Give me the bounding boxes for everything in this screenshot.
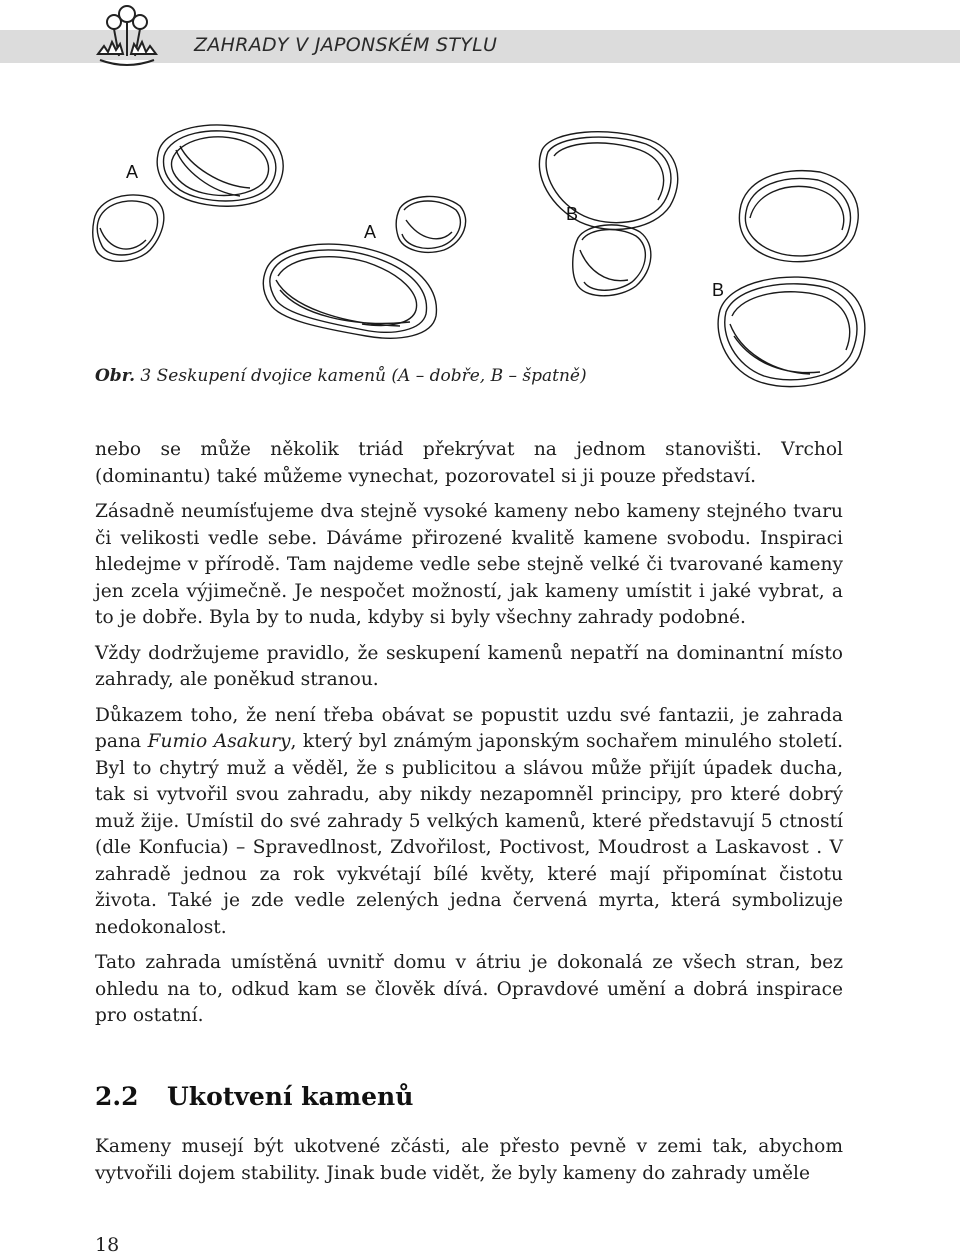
stone-a-mid-small	[396, 196, 465, 252]
page-number: 18	[95, 1234, 120, 1256]
paragraph-5: Tato zahrada umístěná uvnitř domu v átriu je dokonalá ze všech stran, bez ohledu na to, odkud kam se člověk dívá. Opravdové umění a dobrá inspirace pro ostatní.	[95, 952, 843, 1026]
stone-b-large-top	[539, 132, 677, 230]
section-paragraph-1: Kameny musejí být ukotvené zčásti, ale přesto pevně v zemi tak, abychom vytvořili dojem stability. Jinak bude vidět, že byly kameny do zahrady uměle	[95, 1136, 843, 1184]
person-name: Fumio Asakury	[147, 731, 291, 752]
paragraph-4-start: Důkazem toho, že není třeba obávat se popustit uzdu své fantazii, je zahrada pana	[95, 704, 843, 752]
stone-a-mid-large	[263, 244, 436, 338]
body-text	[95, 437, 843, 1039]
stone-a-small	[93, 195, 164, 261]
paragraph-1: nebo se může několik triád překrývat na jednom stanovišti. Vrchol (dominantu) také můžeme vynechat, pozorovatel si ji pouze představí.	[95, 439, 843, 487]
figure-label-a1: A	[126, 162, 139, 182]
section-heading	[95, 1082, 413, 1111]
section-body	[95, 1134, 843, 1196]
running-header-title: ZAHRADY V JAPONSKÉM STYLU	[194, 34, 498, 56]
caption-prefix: Obr.	[95, 366, 136, 386]
paragraph-3: Vždy dodržujeme pravidlo, že seskupení kamenů nepatří na dominantní místo zahrady, ale poněkud stranou.	[95, 642, 843, 690]
stone-b-large-right	[718, 277, 865, 387]
caption-text: 3 Seskupení dvojice kamenů (A – dobře, B – špatně)	[135, 366, 587, 386]
section-number: 2.2	[95, 1082, 139, 1111]
paragraph-2: Zásadně neumísťujeme dva stejně vysoké kameny nebo kameny stejného tvaru či velikosti vedle sebe. Dáváme přirozené kvalitě kamene svobodu. Inspiraci hledejme v přírodě. Tam najdeme vedle sebe stejně velké či tvarované kameny jen zcela výjimečně. Je nespočet možností, jak kameny umístit i jaké vybrat, a to je dobře. Byla by to nuda, kdyby si byly všechny zahrady podobné.	[95, 501, 843, 628]
stone-b-mid-right	[739, 171, 858, 262]
stones-illustration	[80, 110, 880, 400]
figure-caption	[95, 366, 587, 386]
stone-b-small	[573, 225, 651, 296]
figure-label-a2: A	[364, 222, 377, 242]
paragraph-4	[95, 703, 843, 942]
figure-label-b2: B	[712, 280, 725, 300]
section-title: Ukotvení kamenů	[167, 1082, 414, 1111]
tree-logo-icon	[94, 4, 160, 72]
paragraph-4-rest: , který byl známým japonským sochařem minulého století. Byl to chytrý muž a věděl, že s publicitou a slávou může přijít úpadek ducha, tak si vytvořil svou zahradu, aby nikdy nezapomněl principy, pro které dobrý muž žije. Umístil do své zahrady 5 velkých kamenů, které představují 5 ctností (dle Konfucia) – Spravedlnost, Zdvořilost, Poctivost, Moudrost a Laskavost . V zahradě jednou za rok vykvétají bílé květy, které mají připomínat čistotu života. Také je zde vedle zelených jedna červená myrta, která symbolizuje nedokonalost.	[95, 731, 844, 938]
figure-label-b1: B	[566, 204, 579, 224]
stone-a-large	[157, 125, 283, 206]
